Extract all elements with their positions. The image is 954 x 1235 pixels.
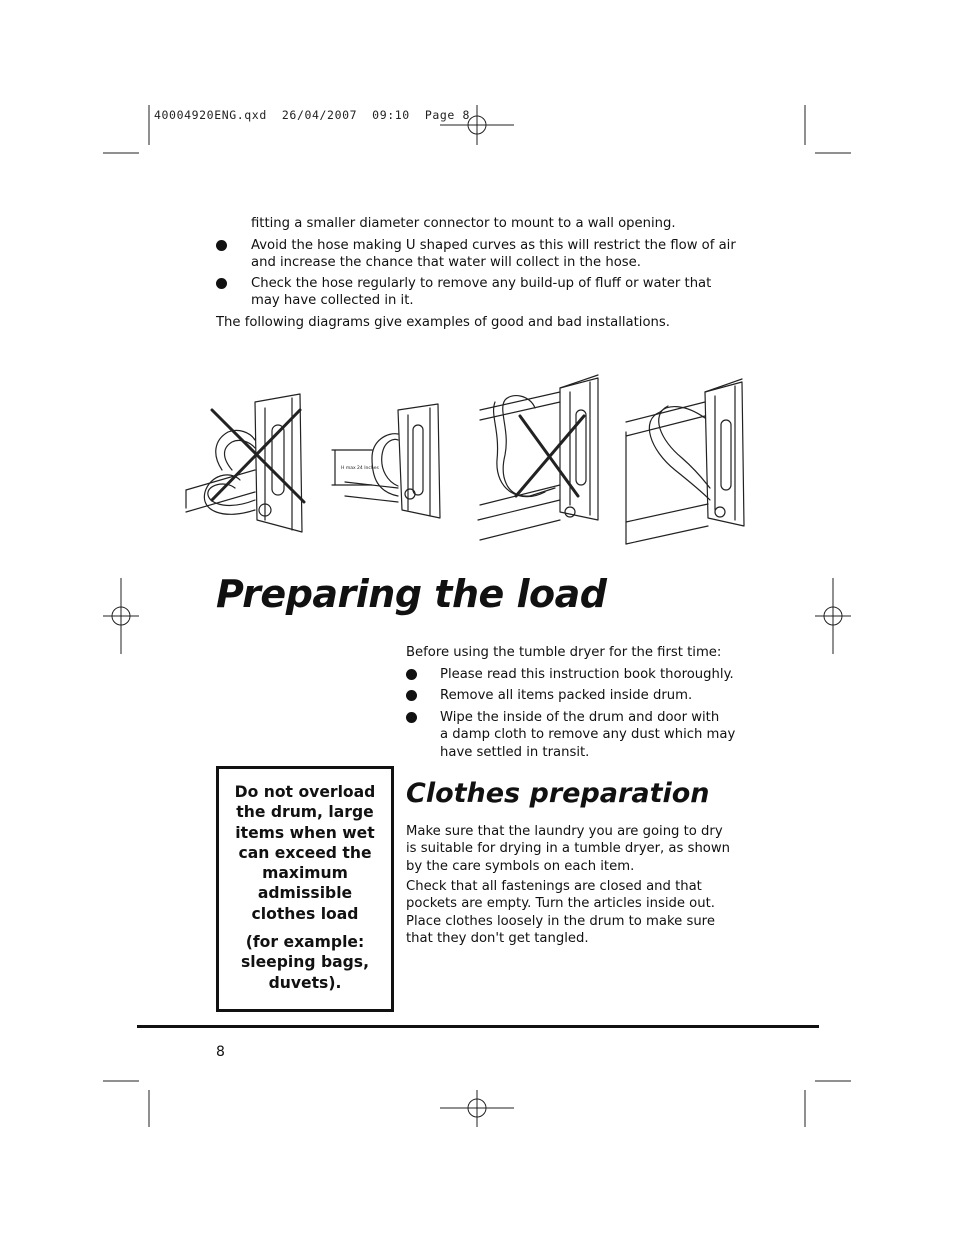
clothes-paragraph-1: Make sure that the laundry you are going to dry is suitable for drying in a tumble dryer, as shown by the care symbols on each item.: [406, 824, 731, 874]
footer-rule: [137, 1025, 819, 1028]
clothes-preparation-heading: Clothes preparation: [406, 778, 710, 809]
continuation-text: fitting a smaller diameter connector to mount to a wall opening.: [251, 216, 676, 231]
first-time-intro: Before using the tumble dryer for the first time:: [406, 645, 722, 660]
bullet-dot: [216, 278, 227, 289]
first-time-bullet-3: Wipe the inside of the drum and door with a damp cloth to remove any dust which may have settled in transit.: [440, 710, 736, 760]
first-time-bullet-2: Remove all items packed inside drum.: [440, 688, 693, 703]
clothes-paragraph-2: Check that all fastenings are closed and that pockets are empty. Turn the articles inside out. Place clothes loosely in the drum to make sure that they don't get tangled.: [406, 879, 715, 947]
height-label: H max 24 Inches: [341, 466, 379, 471]
warning-example: (for example: sleeping bags, duvets).: [240, 933, 370, 992]
file-slug: 40004920ENG.qxd 26/04/2007 09:10 Page 8: [154, 108, 470, 122]
first-time-bullet-1: Please read this instruction book thoroughly.: [440, 667, 734, 682]
hose-bullet-2: Check the hose regularly to remove any build-up of fluff or water that may have collected in it.: [251, 276, 712, 309]
warning-text: Do not overload the drum, large items when wet can exceed the maximum admissible clothes load: [234, 783, 376, 923]
overload-warning-box: [216, 766, 394, 1012]
bullet-dot: [216, 240, 227, 251]
page-title: Preparing the load: [216, 572, 607, 616]
page-number: 8: [216, 1044, 225, 1060]
hose-bullet-1: Avoid the hose making U shaped curves as this will restrict the flow of air and increase the chance that water will collect in the hose.: [251, 238, 736, 271]
diagrams-intro: The following diagrams give examples of good and bad installations.: [216, 315, 670, 330]
bullet-dot: [406, 669, 417, 680]
bullet-dot: [406, 712, 417, 723]
bullet-dot: [406, 690, 417, 701]
